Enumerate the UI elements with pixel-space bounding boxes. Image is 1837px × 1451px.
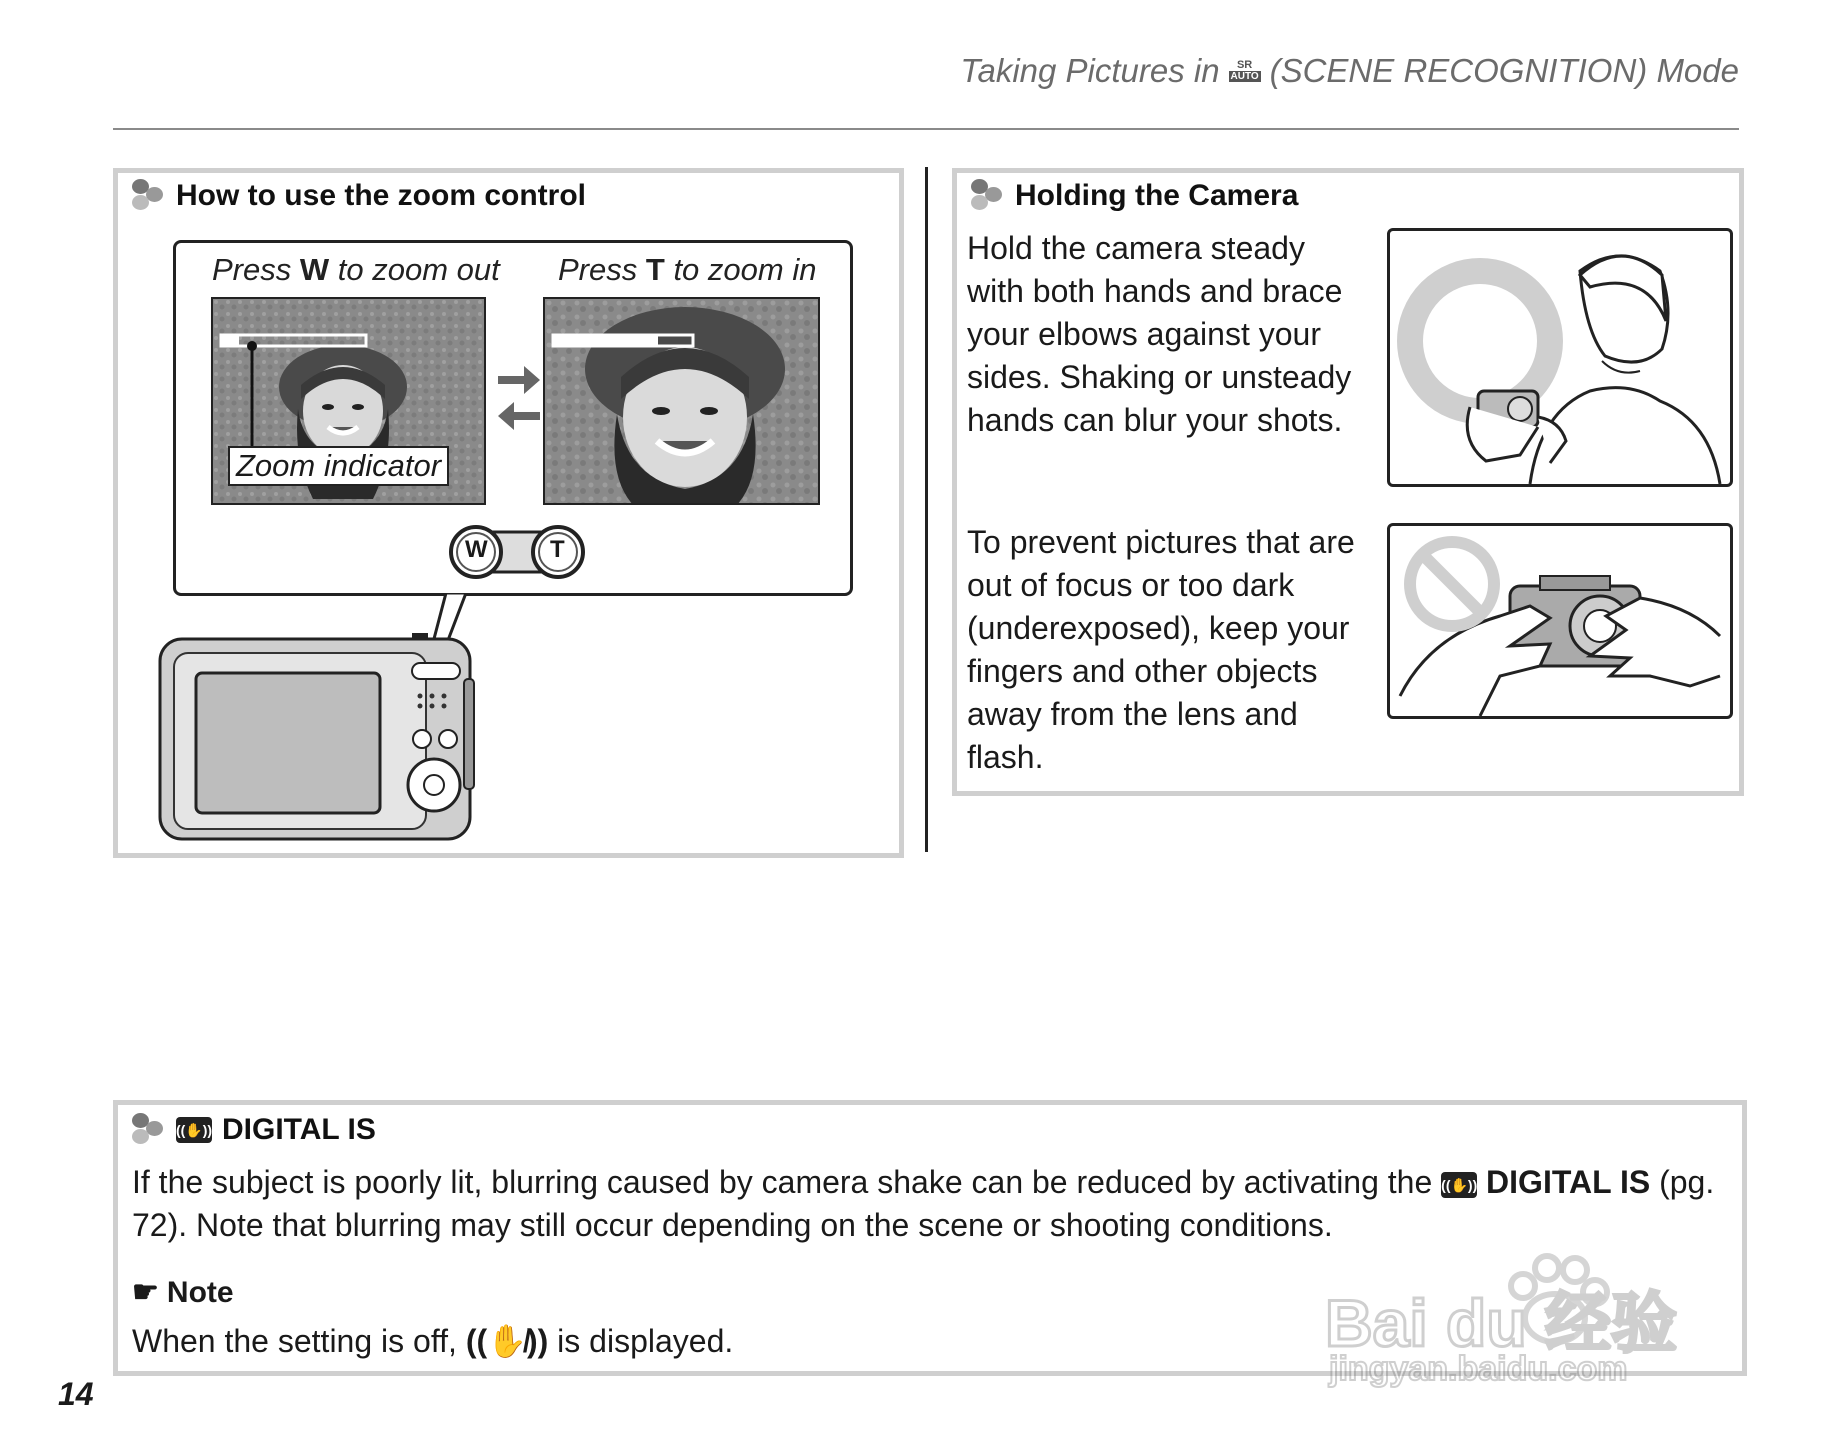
holding-paragraph-1: Hold the camera steady with both hands and brace your elbows against your sides. Shaking or unsteady hands can blur your shots. [967,230,1352,438]
tele-photo [543,297,820,505]
watermark-brand-latin: Bai du [1325,1286,1527,1360]
page-number: 14 [58,1376,94,1412]
zoom-in-label [558,252,816,288]
bullet-hexagons-icon [128,1113,166,1147]
zoom-button-t: T [550,536,565,563]
zoom-in-post: to zoom in [673,252,817,287]
note-heading [132,1275,234,1310]
image-stabilization-icon: ((✋)) [1441,1172,1477,1198]
sr-auto-icon [1228,56,1262,86]
zoom-in-key: T [645,252,665,287]
image-stabilization-icon: ((✋)) [176,1117,212,1143]
digital-is-title: DIGITAL IS [222,1113,376,1146]
digital-is-body [132,1161,1732,1247]
pointing-hand-icon: ☛ [132,1276,159,1309]
zoom-panel-title: How to use the zoom control [176,179,586,212]
sr-auto-icon-top: SR [1236,59,1253,71]
watermark-brand-cn: 经验 [1545,1286,1678,1360]
zoom-out-pre: Press [212,252,292,287]
digital-is-title-row [128,1113,376,1147]
holding-paragraph-2: To prevent pictures that are out of focus or too dark (underexposed), keep your fingers and other objects away from the lens and flash. [967,524,1355,775]
baidu-watermark [1325,1248,1745,1388]
header-rule [113,128,1739,130]
zoom-button-w: W [465,536,488,563]
note-body-pre: When the setting is off, [132,1323,457,1359]
correct-holding-image [1387,228,1733,487]
note-body [132,1320,733,1363]
header-title-prefix: Taking Pictures in [960,52,1220,89]
tele-photo-illustration [545,299,820,505]
zoom-arrows-icon [494,362,544,432]
zoom-out-post: to zoom out [337,252,500,287]
holding-panel-title-row [967,179,1298,213]
digital-is-body-post: (pg. 72). Note that blurring may still occur depending on the scene or shooting conditions. [132,1164,1715,1243]
note-body-post: is displayed. [557,1323,734,1359]
page-header-title [960,52,1739,90]
holding-panel-title: Holding the Camera [1015,179,1299,212]
bullet-hexagons-icon [128,179,166,213]
digital-is-body-bold: DIGITAL IS [1486,1164,1651,1200]
digital-is-body-pre: If the subject is poorly lit, blurring caused by camera shake can be reduced by activating the [132,1164,1433,1200]
incorrect-holding-image [1387,523,1733,719]
zoom-out-label [212,252,500,288]
zoom-in-pre: Press [558,252,638,287]
zoom-indicator-label: Zoom indicator [228,446,449,486]
zoom-panel-title-row [128,179,586,213]
note-title: Note [166,1275,234,1309]
sr-auto-icon-bottom: AUTO [1230,71,1259,82]
zoom-buttons [434,524,600,580]
bullet-hexagons-icon [967,179,1005,213]
header-title-suffix: (SCENE RECOGNITION) Mode [1269,52,1739,89]
camera-illustration [158,593,498,843]
column-divider [925,167,928,852]
watermark-url: jingyan.baidu.com [1329,1350,1628,1388]
incorrect-holding-illustration [1390,526,1730,716]
zoom-buttons-illustration [434,524,600,580]
correct-holding-illustration [1390,231,1730,484]
is-off-icon: ((✋̸)) [465,1323,549,1359]
zoom-out-key: W [299,252,330,287]
